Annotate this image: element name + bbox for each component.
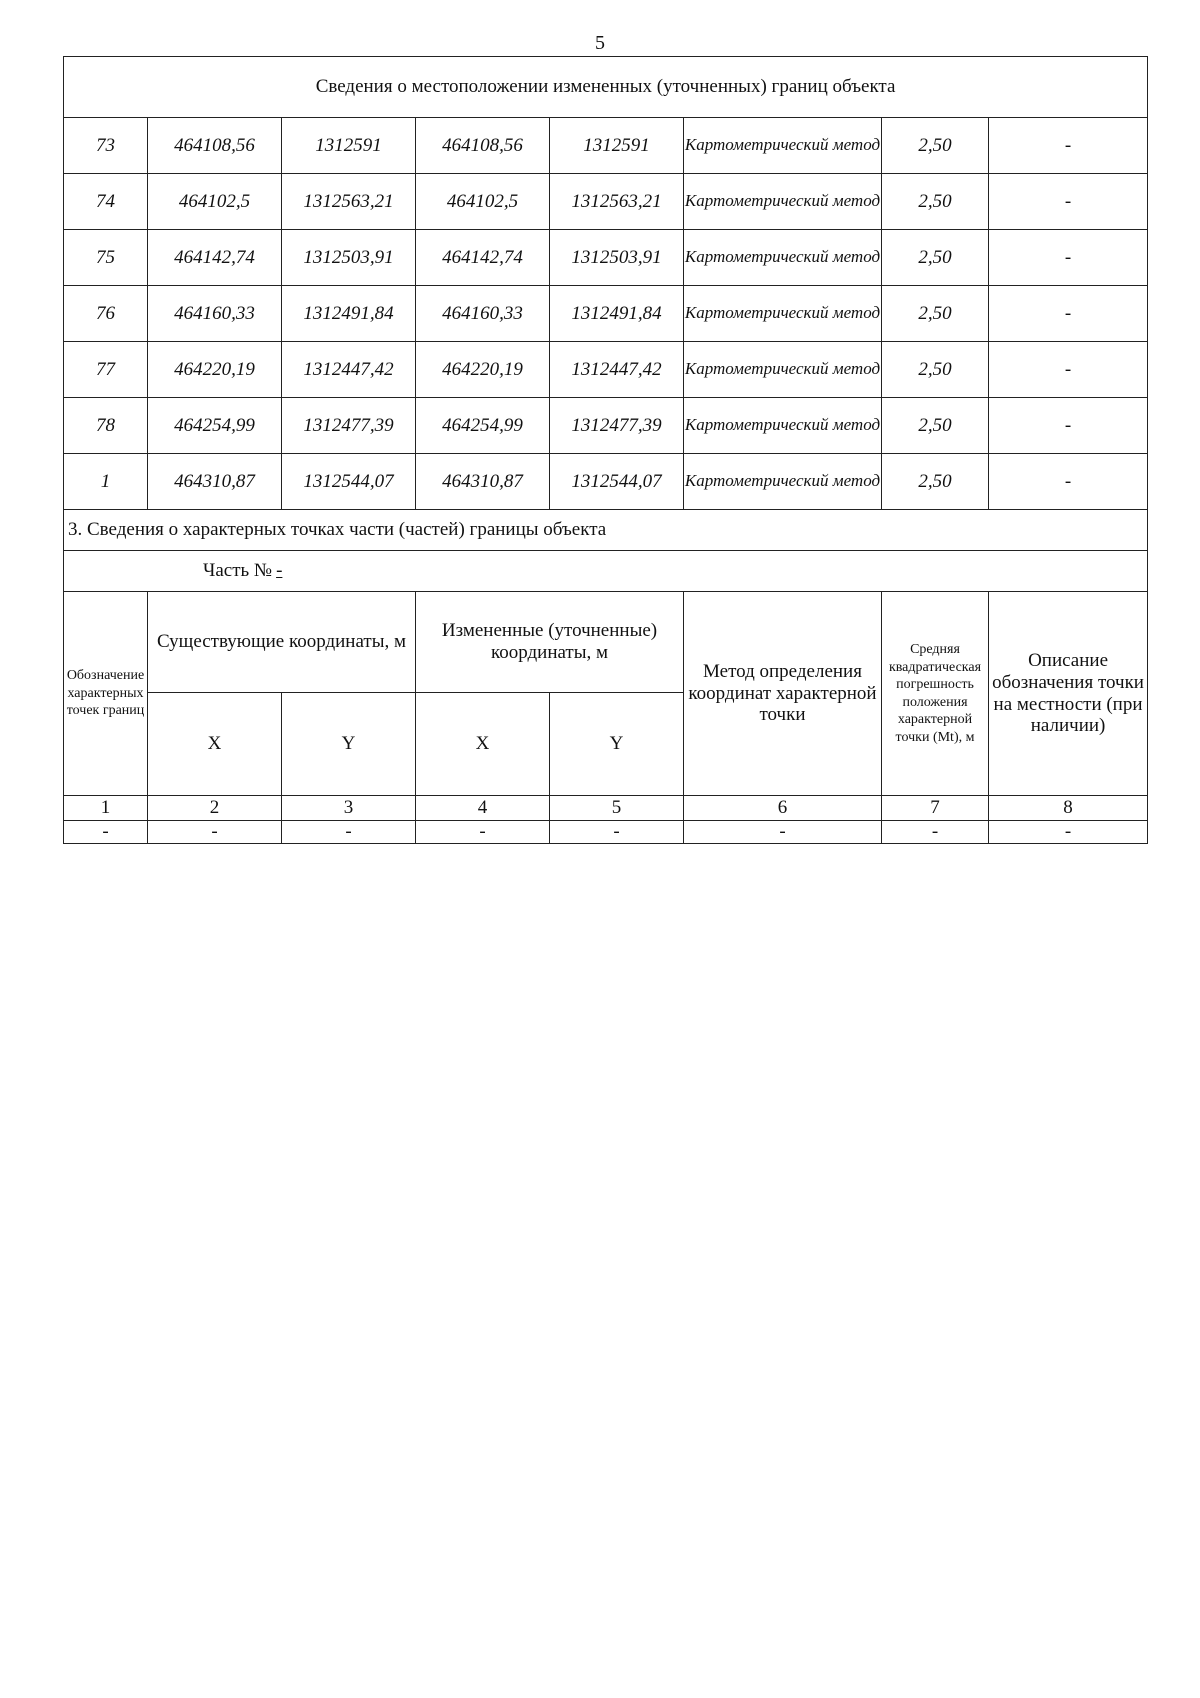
x-changed-cell: 464254,99 <box>416 398 550 454</box>
table-row <box>64 342 1148 398</box>
header-y-changed: Y <box>550 693 684 796</box>
header-existing-coords: Существующие координаты, м <box>148 592 416 693</box>
y-changed-cell: 1312491,84 <box>550 286 684 342</box>
method-cell: Картометрический метод <box>684 230 882 286</box>
description-cell: - <box>989 118 1148 174</box>
description-cell: - <box>989 454 1148 510</box>
column-number: 8 <box>989 796 1148 821</box>
table-row <box>64 821 1148 844</box>
mt-cell: 2,50 <box>882 118 989 174</box>
method-cell: Картометрический метод <box>684 174 882 230</box>
column-number: 1 <box>64 796 148 821</box>
empty-cell: - <box>550 821 684 844</box>
description-cell: - <box>989 174 1148 230</box>
table-row <box>64 174 1148 230</box>
y-existing-cell: 1312563,21 <box>282 174 416 230</box>
y-changed-cell: 1312563,21 <box>550 174 684 230</box>
empty-cell: - <box>989 821 1148 844</box>
mt-cell: 2,50 <box>882 454 989 510</box>
mt-cell: 2,50 <box>882 286 989 342</box>
table-row <box>64 398 1148 454</box>
x-changed-cell: 464160,33 <box>416 286 550 342</box>
column-number: 7 <box>882 796 989 821</box>
header-method: Метод определения координат характерной точки <box>684 592 882 796</box>
column-number: 4 <box>416 796 550 821</box>
y-existing-cell: 1312447,42 <box>282 342 416 398</box>
header-point-designation: Обозначение характерных точек границ <box>64 592 148 796</box>
point-cell: 77 <box>64 342 148 398</box>
x-changed-cell: 464102,5 <box>416 174 550 230</box>
empty-cell: - <box>684 821 882 844</box>
y-changed-cell: 1312591 <box>550 118 684 174</box>
point-cell: 76 <box>64 286 148 342</box>
y-changed-cell: 1312477,39 <box>550 398 684 454</box>
empty-cell: - <box>148 821 282 844</box>
table-row <box>64 454 1148 510</box>
coordinates-table <box>63 56 1148 844</box>
y-existing-cell: 1312544,07 <box>282 454 416 510</box>
column-number: 3 <box>282 796 416 821</box>
empty-cell: - <box>416 821 550 844</box>
table-row <box>64 230 1148 286</box>
mt-cell: 2,50 <box>882 398 989 454</box>
description-cell: - <box>989 230 1148 286</box>
header-x-changed: X <box>416 693 550 796</box>
column-number: 5 <box>550 796 684 821</box>
x-changed-cell: 464220,19 <box>416 342 550 398</box>
x-existing-cell: 464108,56 <box>148 118 282 174</box>
x-existing-cell: 464142,74 <box>148 230 282 286</box>
x-existing-cell: 464160,33 <box>148 286 282 342</box>
mt-cell: 2,50 <box>882 342 989 398</box>
y-existing-cell: 1312491,84 <box>282 286 416 342</box>
method-cell: Картометрический метод <box>684 118 882 174</box>
y-existing-cell: 1312477,39 <box>282 398 416 454</box>
x-changed-cell: 464142,74 <box>416 230 550 286</box>
part-row <box>64 551 1148 592</box>
empty-cell: - <box>882 821 989 844</box>
column-number: 6 <box>684 796 882 821</box>
x-existing-cell: 464254,99 <box>148 398 282 454</box>
table-row <box>64 286 1148 342</box>
y-changed-cell: 1312447,42 <box>550 342 684 398</box>
header-y-existing: Y <box>282 693 416 796</box>
header-x-existing: X <box>148 693 282 796</box>
mt-cell: 2,50 <box>882 174 989 230</box>
point-cell: 78 <box>64 398 148 454</box>
header-mt: Средняя квадратическая погрешность положения характерной точки (Mt), м <box>882 592 989 796</box>
part-label: Часть № <box>203 560 273 582</box>
header-description: Описание обозначения точки на местности (при наличии) <box>989 592 1148 796</box>
point-cell: 73 <box>64 118 148 174</box>
section-title: Сведения о местоположении измененных (уточненных) границ объекта <box>64 57 1148 118</box>
description-cell: - <box>989 398 1148 454</box>
mt-cell: 2,50 <box>882 230 989 286</box>
point-cell: 75 <box>64 230 148 286</box>
point-cell: 74 <box>64 174 148 230</box>
part-value: - <box>276 560 283 582</box>
y-changed-cell: 1312544,07 <box>550 454 684 510</box>
page-number: 5 <box>595 32 605 54</box>
point-cell: 1 <box>64 454 148 510</box>
x-existing-cell: 464102,5 <box>148 174 282 230</box>
empty-cell: - <box>282 821 416 844</box>
description-cell: - <box>989 342 1148 398</box>
column-number: 2 <box>148 796 282 821</box>
empty-cell: - <box>64 821 148 844</box>
header-changed-coords: Измененные (уточненные) координаты, м <box>416 592 684 693</box>
section-3-title: 3. Сведения о характерных точках части (частей) границы объекта <box>64 510 1148 551</box>
y-existing-cell: 1312591 <box>282 118 416 174</box>
method-cell: Картометрический метод <box>684 454 882 510</box>
x-changed-cell: 464108,56 <box>416 118 550 174</box>
description-cell: - <box>989 286 1148 342</box>
x-existing-cell: 464220,19 <box>148 342 282 398</box>
method-cell: Картометрический метод <box>684 342 882 398</box>
table-row <box>64 118 1148 174</box>
method-cell: Картометрический метод <box>684 286 882 342</box>
y-changed-cell: 1312503,91 <box>550 230 684 286</box>
x-changed-cell: 464310,87 <box>416 454 550 510</box>
x-existing-cell: 464310,87 <box>148 454 282 510</box>
y-existing-cell: 1312503,91 <box>282 230 416 286</box>
method-cell: Картометрический метод <box>684 398 882 454</box>
